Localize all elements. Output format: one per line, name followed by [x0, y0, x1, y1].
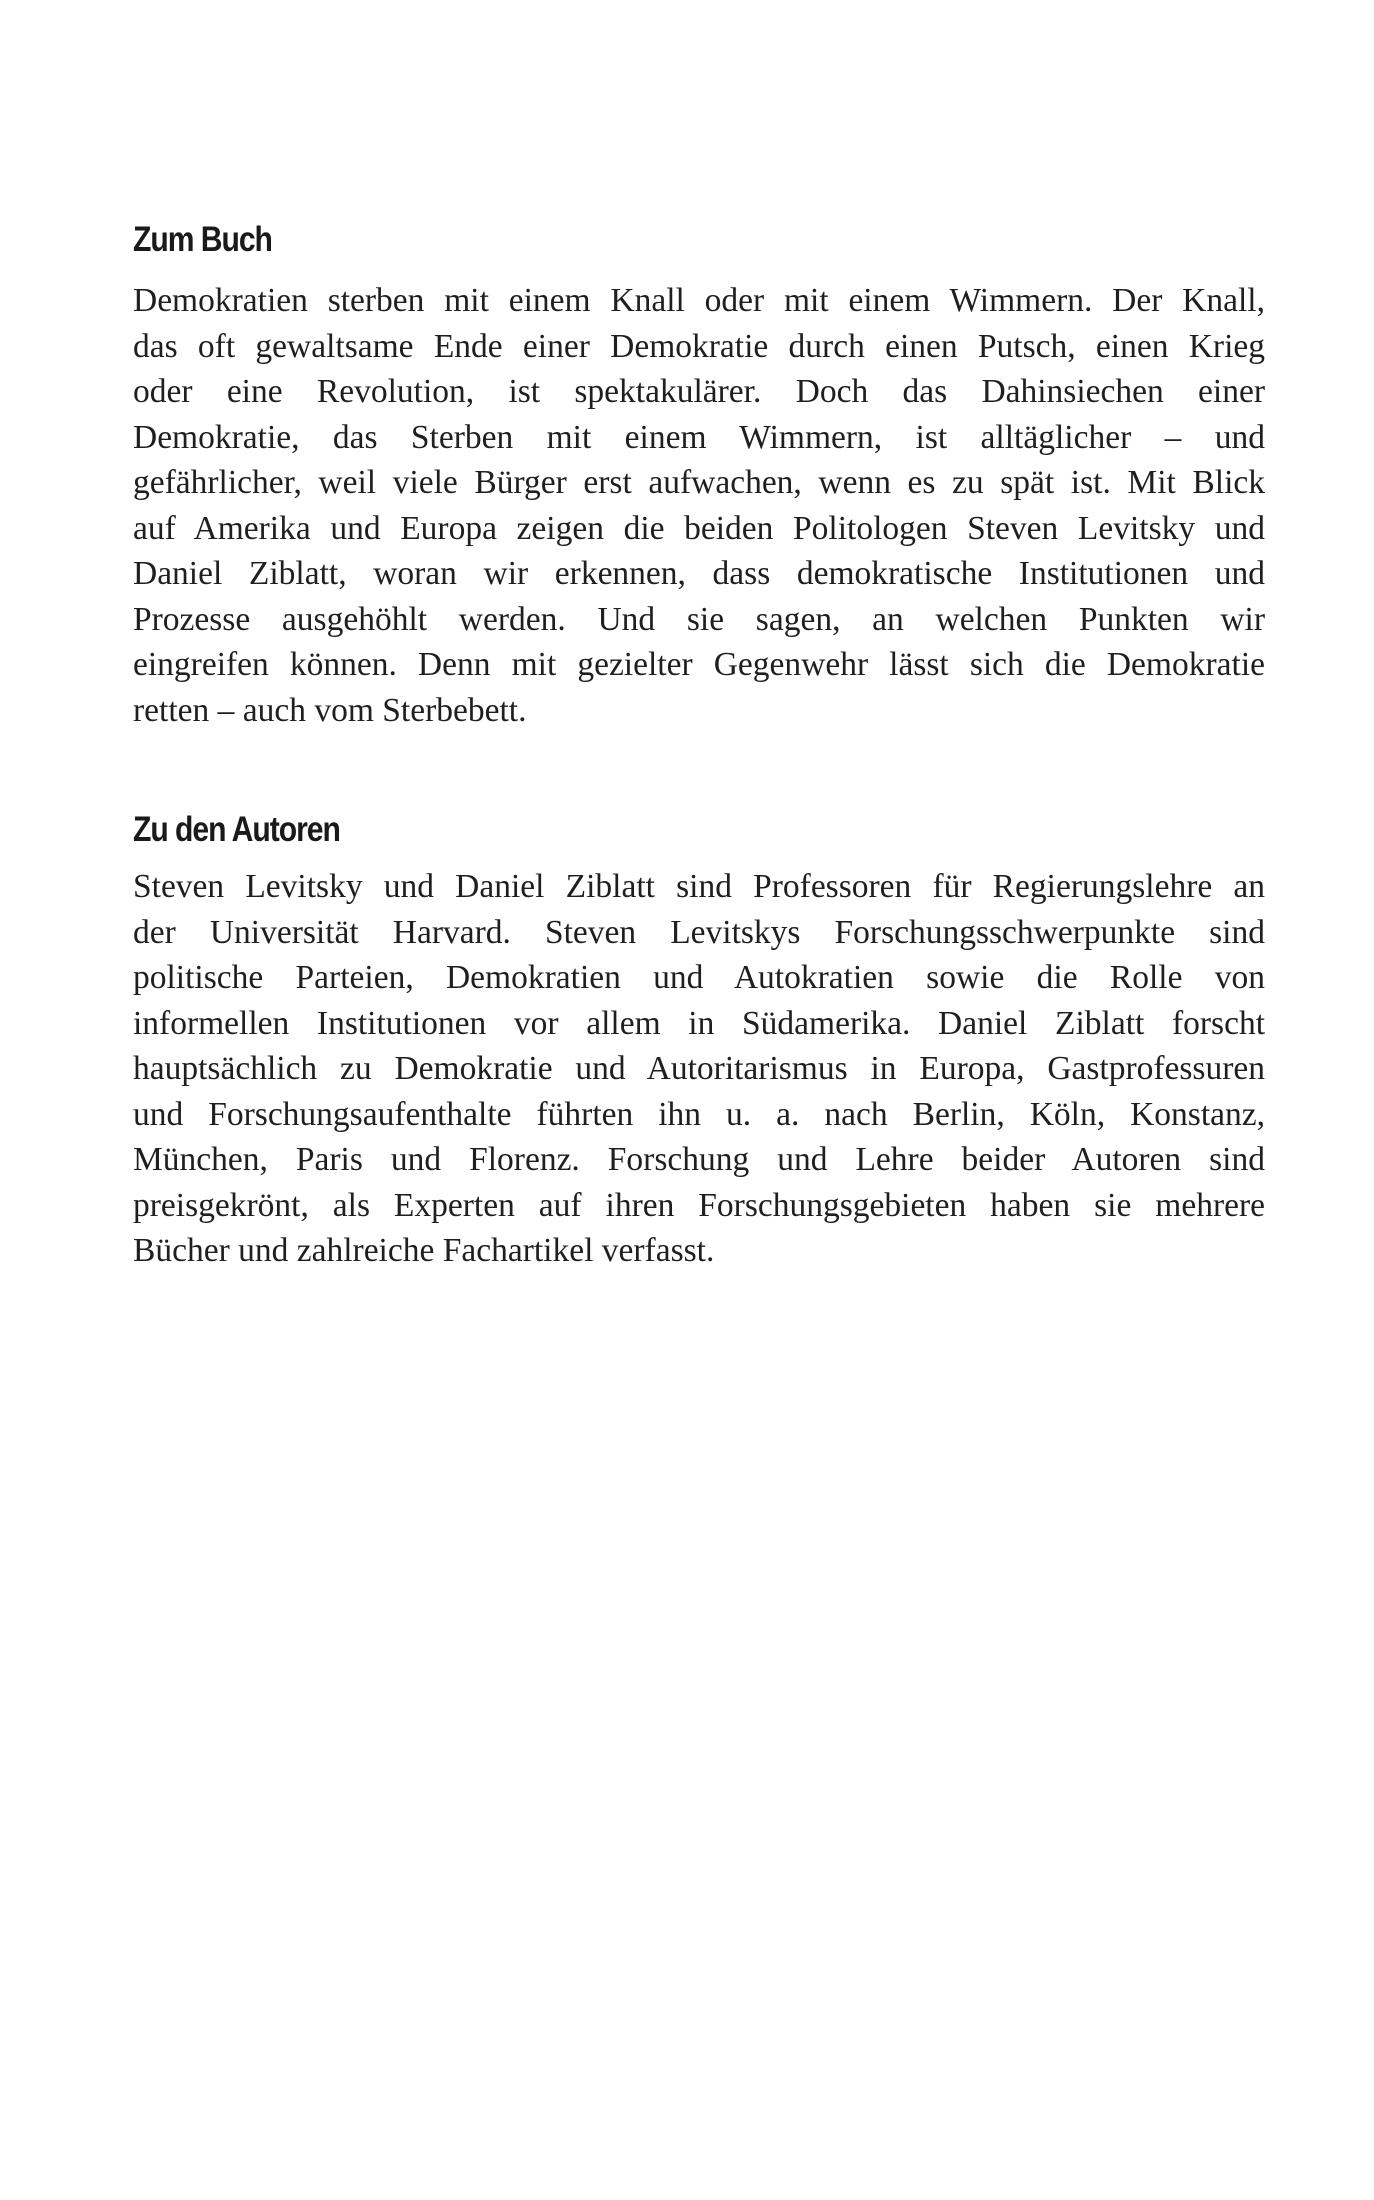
section-body-zum-buch: [133, 278, 1265, 733]
text-line: preisgekrönt, als Experten auf ihren Forschungsgebieten haben sie mehrere: [133, 1186, 1265, 1224]
section-heading-zum-buch: Zum Buch: [133, 220, 272, 259]
text-line: hauptsächlich zu Demokratie und Autoritarismus in Europa, Gastprofessuren: [133, 1050, 1265, 1087]
text-line: Bücher und zahlreiche Fachartikel verfasst.: [133, 1232, 715, 1269]
section-body-zu-den-autoren: [133, 864, 1265, 1274]
text-line: Demokratie, das Sterben mit einem Wimmern, ist alltäglicher – und: [133, 418, 1265, 456]
text-line: Prozesse ausgehöhlt werden. Und sie sagen, an welchen Punkten wir: [133, 600, 1265, 638]
text-line: politische Parteien, Demokratien und Autokratien sowie die Rolle von: [133, 959, 1265, 996]
text-line: Daniel Ziblatt, woran wir erkennen, dass demokratische Institutionen und: [133, 555, 1265, 592]
text-line: Steven Levitsky und Daniel Ziblatt sind Professoren für Regierungslehre an: [133, 868, 1265, 905]
text-line: Demokratien sterben mit einem Knall oder mit einem Wimmern. Der Knall,: [133, 282, 1265, 319]
text-line: eingreifen können. Denn mit gezielter Gegenwehr lässt sich die Demokratie: [133, 646, 1265, 683]
text-line: oder eine Revolution, ist spektakulärer. Doch das Dahinsiechen einer: [133, 373, 1265, 410]
text-line: München, Paris und Florenz. Forschung und Lehre beider Autoren sind: [133, 1141, 1265, 1178]
text-line: und Forschungsaufenthalte führten ihn u. a. nach Berlin, Köln, Konstanz,: [133, 1095, 1265, 1133]
text-line: auf Amerika und Europa zeigen die beiden Politologen Steven Levitsky und: [133, 509, 1265, 547]
section-heading-zu-den-autoren: Zu den Autoren: [133, 810, 340, 849]
text-line: gefährlicher, weil viele Bürger erst aufwachen, wenn es zu spät ist. Mit Blick: [133, 464, 1265, 501]
text-line: informellen Institutionen vor allem in Südamerika. Daniel Ziblatt forscht: [133, 1004, 1265, 1042]
text-line: der Universität Harvard. Steven Levitskys Forschungsschwerpunkte sind: [133, 913, 1265, 951]
text-line: retten – auch vom Sterbebett.: [133, 691, 527, 729]
text-line: das oft gewaltsame Ende einer Demokratie durch einen Putsch, einen Krieg: [133, 327, 1265, 365]
